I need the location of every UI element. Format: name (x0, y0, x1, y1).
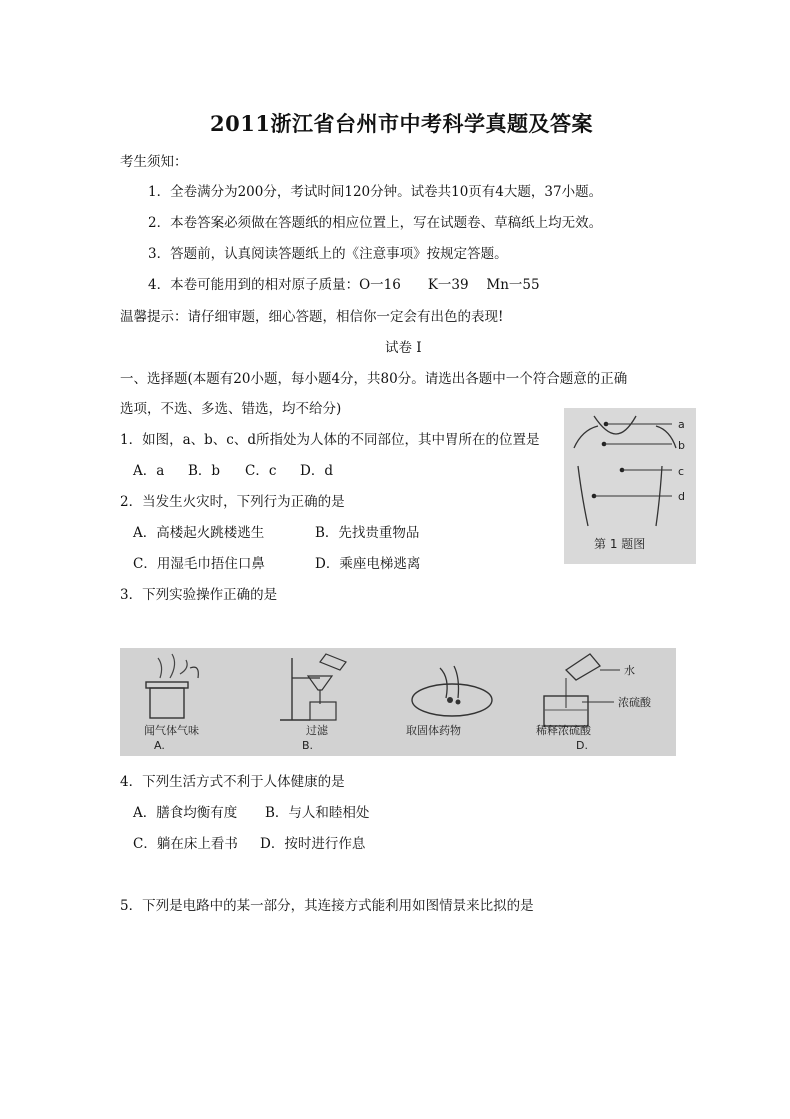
panel-a-caption: 闻气体气味 (144, 724, 199, 737)
question-1-stem: 1．如图，a、b、c、d所指处为人体的不同部位，其中胃所在的位置是 (120, 432, 540, 448)
figure-1-caption: 第 1 题图 (594, 537, 646, 551)
question-4-option-b: B．与人和睦相处 (265, 805, 370, 821)
panel-d-water-label: 水 (624, 664, 635, 677)
notice-item-1: 1．全卷满分为200分，考试时间120分钟。试卷共10页有4大题，37小题。 (148, 184, 603, 200)
question-4-option-c: C．躺在床上看书 (133, 836, 238, 852)
question-4-option-d: D．按时进行作息 (260, 836, 366, 852)
panel-a-letter: A. (154, 739, 165, 752)
question-4-option-a: A．膳食均衡有度 (133, 805, 238, 821)
section-label: 试卷 I (385, 340, 422, 356)
question-2-option-b: B．先找贵重物品 (315, 525, 420, 541)
notice-item-2: 2．本卷答案必须做在答题纸的相应位置上，写在试题卷、草稿纸上均无效。 (148, 215, 603, 231)
figure-label-b: b (678, 439, 685, 452)
question-3-stem: 3．下列实验操作正确的是 (120, 587, 278, 603)
page-title: 2011浙江省台州市中考科学真题及答案 (210, 111, 593, 136)
figure-label-c: c (678, 465, 685, 478)
question-1-option-c: C．c (245, 463, 277, 479)
question-1-option-b: B．b (188, 463, 221, 479)
question-2-option-d: D．乘座电梯逃离 (315, 556, 421, 572)
notice-heading: 考生须知： (120, 154, 188, 170)
question-1-option-d: D．d (300, 463, 333, 479)
question-2-option-a: A．高楼起火跳楼逃生 (133, 525, 265, 541)
panel-b-letter: B. (302, 739, 314, 752)
part-one-heading-cont: 选项，不选、多选、错选，均不给分) (120, 401, 342, 417)
question-3-figure (120, 648, 676, 756)
question-1-option-a: A．a (133, 463, 165, 479)
part-one-heading: 一、选择题(本题有20小题，每小题4分，共80分。请选出各题中一个符合题意的正确 (120, 371, 628, 387)
question-4-stem: 4．下列生活方式不利于人体健康的是 (120, 774, 345, 790)
panel-d-letter: D. (576, 739, 588, 752)
panel-c-caption: 取固体药物 (406, 724, 461, 737)
notice-item-3: 3．答题前，认真阅读答题纸上的《注意事项》按规定答题。 (148, 246, 508, 262)
panel-b-caption: 过滤 (306, 724, 328, 737)
question-1-figure (564, 408, 696, 564)
question-2-stem: 2．当发生火灾时，下列行为正确的是 (120, 494, 345, 510)
question-5-stem: 5．下列是电路中的某一部分，其连接方式能利用如图情景来比拟的是 (120, 898, 534, 914)
question-2-option-c: C．用湿毛巾捂住口鼻 (133, 556, 265, 572)
panel-d-caption: 稀释浓硫酸 (536, 724, 591, 737)
figure-label-a: a (678, 418, 685, 431)
figure-label-d: d (678, 490, 685, 503)
notice-item-4: 4．本卷可能用到的相对原子质量：O一16 K一39 Mn一55 (148, 277, 540, 293)
tip-text: 温馨提示：请仔细审题，细心答题，相信你一定会有出色的表现! (120, 309, 504, 325)
panel-d-acid-label: 浓硫酸 (618, 696, 651, 709)
